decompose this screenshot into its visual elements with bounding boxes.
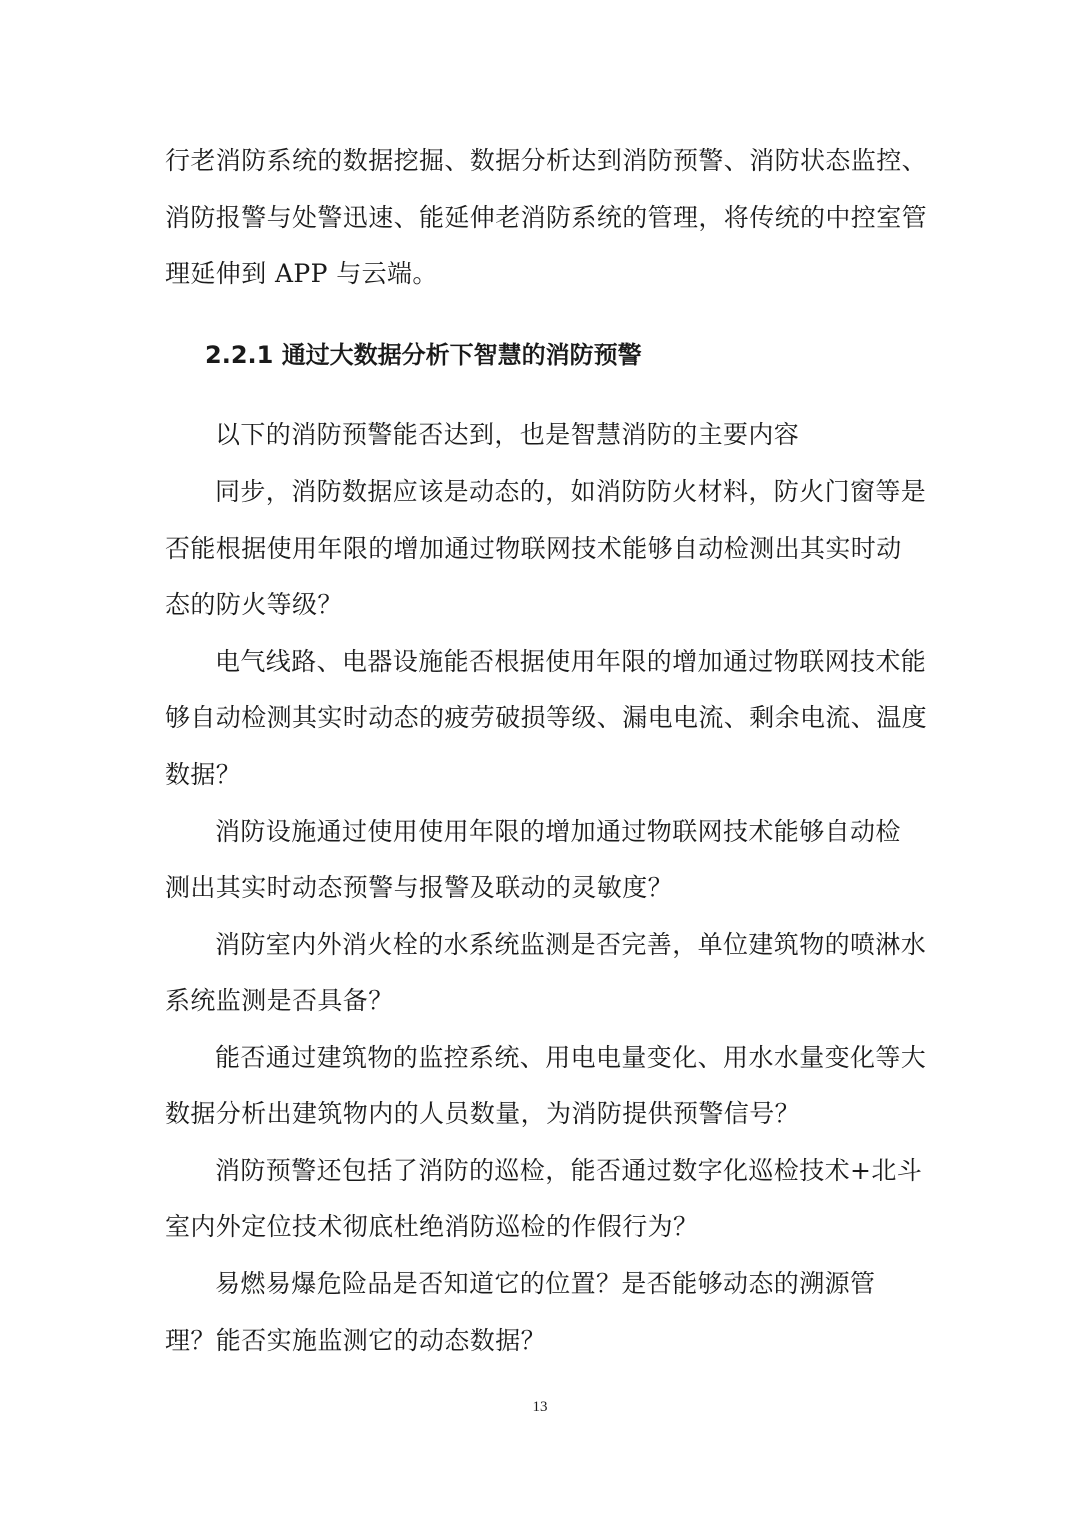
intro-line-1: 行老消防系统的数据挖掘、数据分析达到消防预警、消防状态监控、 [165,146,928,175]
paragraph-2-line-1: 同步，消防数据应该是动态的，如消防防火材料，防火门窗等是 [215,477,927,506]
paragraph-3-line-1: 电气线路、电器设施能否根据使用年限的增加通过物联网技术能 [215,647,927,676]
paragraph-6-line-1: 能否通过建筑物的监控系统、用电电量变化、用水水量变化等大 [215,1043,927,1072]
paragraph-7-line-2: 室内外定位技术彻底杜绝消防巡检的作假行为？ [165,1212,699,1241]
paragraph-3-line-2: 够自动检测其实时动态的疲劳破损等级、漏电电流、剩余电流、温度 [165,703,928,732]
paragraph-7-line-1: 消防预警还包括了消防的巡检，能否通过数字化巡检技术+北斗 [215,1156,923,1185]
intro-line-2: 消防报警与处警迅速、能延伸老消防系统的管理，将传统的中控室管 [165,203,928,232]
page-number: 13 [532,1399,548,1415]
paragraph-2-line-2: 否能根据使用年限的增加通过物联网技术能够自动检测出其实时动 [165,534,902,563]
section-heading: 2.2.1 通过大数据分析下智慧的消防预警 [205,341,642,369]
paragraph-6-line-2: 数据分析出建筑物内的人员数量，为消防提供预警信号？ [165,1099,801,1128]
paragraph-1-line-1: 以下的消防预警能否达到，也是智慧消防的主要内容 [215,420,800,449]
intro-line-3: 理延伸到 APP 与云端。 [165,259,438,288]
paragraph-3-line-3: 数据？ [165,760,242,789]
paragraph-4-line-2: 测出其实时动态预警与报警及联动的灵敏度？ [165,873,674,902]
paragraph-8-line-2: 理？能否实施监测它的动态数据？ [165,1326,547,1355]
paragraph-5-line-2: 系统监测是否具备？ [165,986,394,1015]
paragraph-4-line-1: 消防设施通过使用使用年限的增加通过物联网技术能够自动检 [215,817,901,846]
paragraph-2-line-3: 态的防火等级？ [165,590,343,619]
paragraph-8-line-1: 易燃易爆危险品是否知道它的位置？是否能够动态的溯源管 [215,1269,876,1298]
paragraph-5-line-1: 消防室内外消火栓的水系统监测是否完善，单位建筑物的喷淋水 [215,930,927,959]
